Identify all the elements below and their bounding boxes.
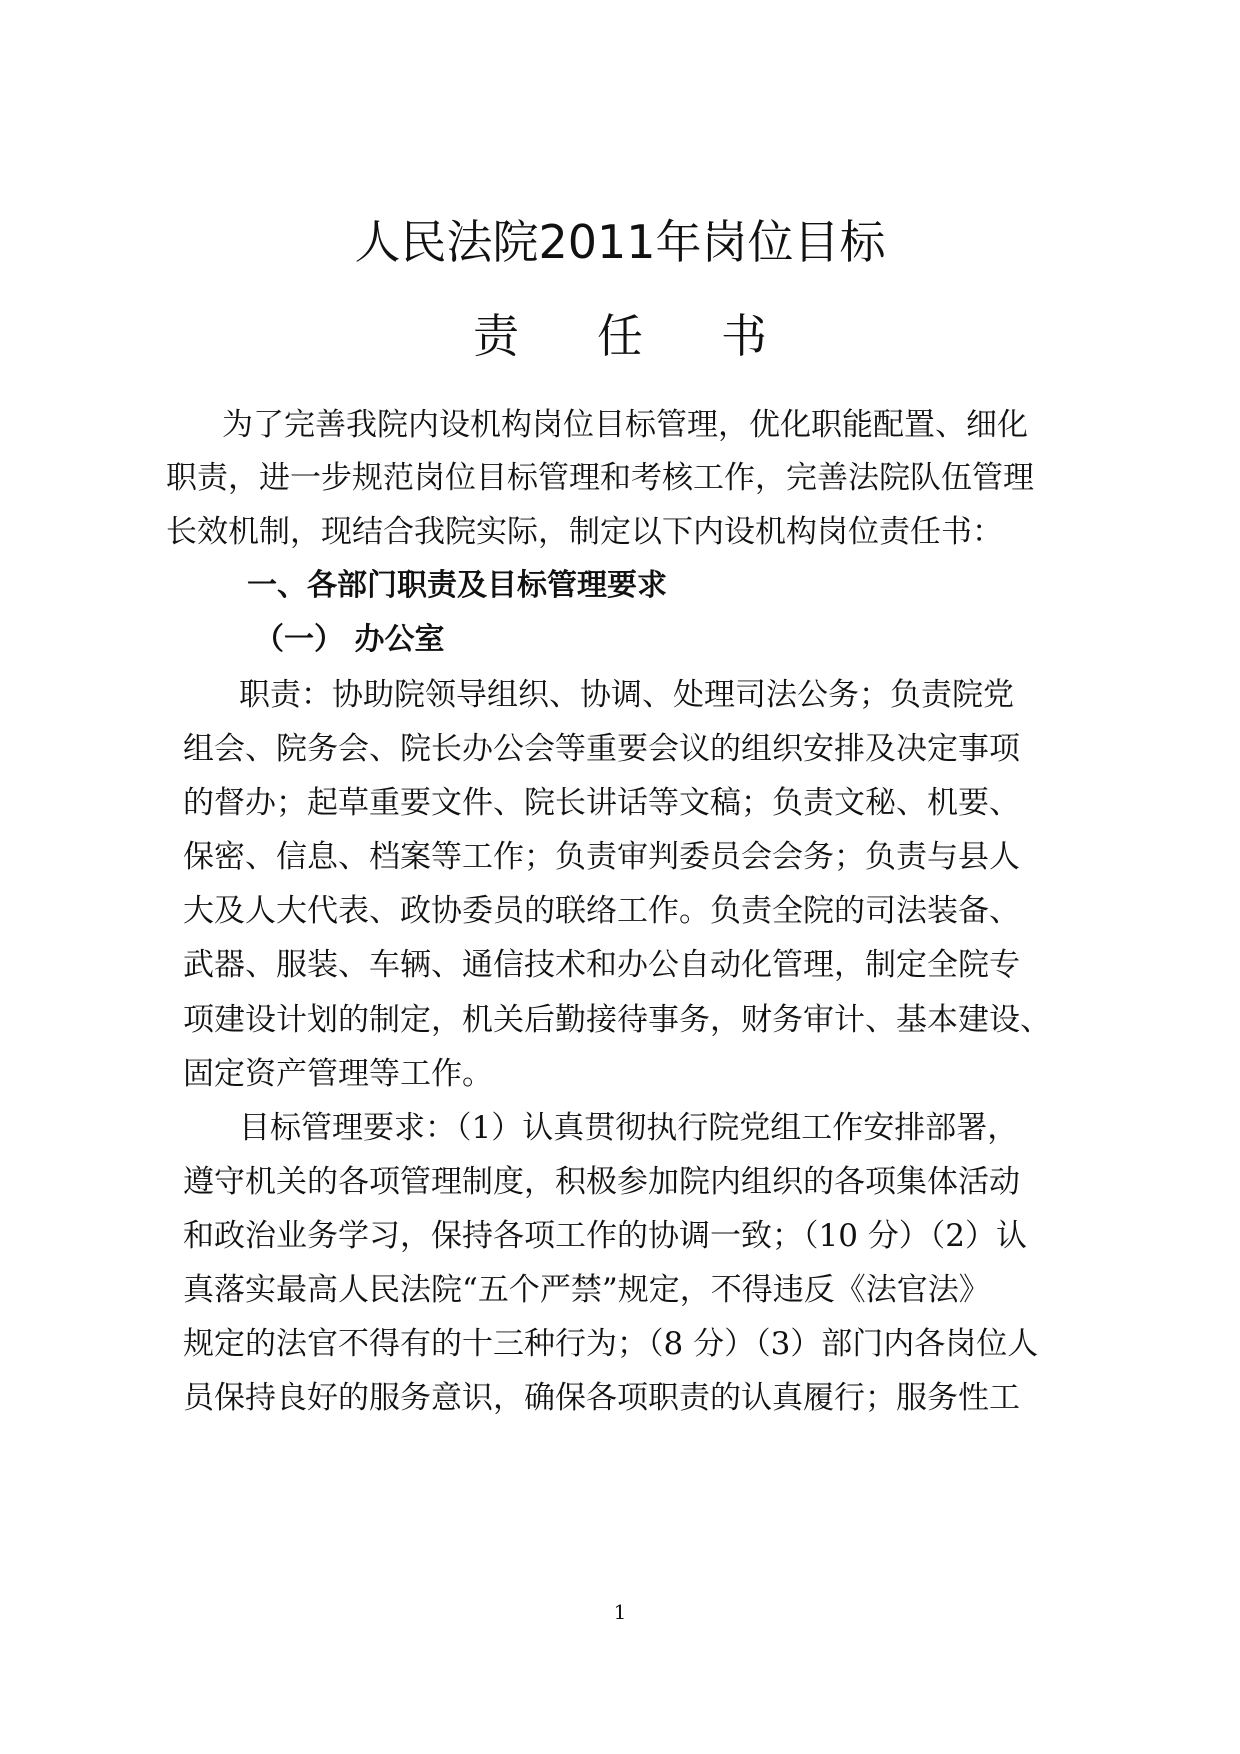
requirements-line: 真落实最高人民法院“五个严禁”规定，不得违反《法官法》	[183, 1272, 990, 1308]
duties-line: 固定资产管理等工作。	[183, 1056, 493, 1092]
intro-line: 为了完善我院内设机构岗位目标管理，优化职能配置、细化	[222, 407, 1028, 443]
requirements-line: 遵守机关的各项管理制度，积极参加院内组织的各项集体活动	[183, 1164, 1020, 1200]
duties-line: 大及人大代表、政协委员的联络工作。负责全院的司法装备、	[183, 893, 1020, 929]
subtitle-char: 责	[473, 309, 519, 363]
requirements-line: 员保持良好的服务意识，确保各项职责的认真履行；服务性工	[183, 1380, 1020, 1416]
document-title: 人民法院2011年岗位目标	[354, 215, 886, 269]
subtitle-char: 任	[597, 309, 643, 363]
duties-line: 组会、院务会、院长办公会等重要会议的组织安排及决定事项	[183, 731, 1020, 767]
intro-line: 长效机制，现结合我院实际，制定以下内设机构岗位责任书：	[166, 514, 1003, 550]
section-heading: 一、各部门职责及目标管理要求	[247, 568, 667, 603]
document-subtitle	[0, 306, 1240, 366]
subtitle-char: 书	[721, 309, 767, 363]
requirements-line: 目标管理要求：（1）认真贯彻执行院党组工作安排部署，	[239, 1110, 1019, 1146]
duties-line: 项建设计划的制定，机关后勤接待事务，财务审计、基本建设、	[183, 1002, 1051, 1038]
duties-line: 职责：协助院领导组织、协调、处理司法公务；负责院党	[239, 677, 1014, 713]
duties-line: 的督办；起草重要文件、院长讲话等文稿；负责文秘、机要、	[183, 785, 1020, 821]
page-number: 1	[613, 1600, 627, 1624]
requirements-line: 和政治业务学习，保持各项工作的协调一致；（10 分）（2）认	[183, 1218, 1028, 1254]
duties-line: 武器、服装、车辆、通信技术和办公自动化管理，制定全院专	[183, 947, 1020, 983]
intro-line: 职责，进一步规范岗位目标管理和考核工作，完善法院队伍管理	[166, 460, 1034, 496]
requirements-line: 规定的法官不得有的十三种行为；（8 分）（3）部门内各岗位人	[183, 1326, 1039, 1362]
subsection-heading: （一） 办公室	[254, 622, 445, 657]
duties-line: 保密、信息、档案等工作；负责审判委员会会务；负责与县人	[183, 839, 1020, 875]
